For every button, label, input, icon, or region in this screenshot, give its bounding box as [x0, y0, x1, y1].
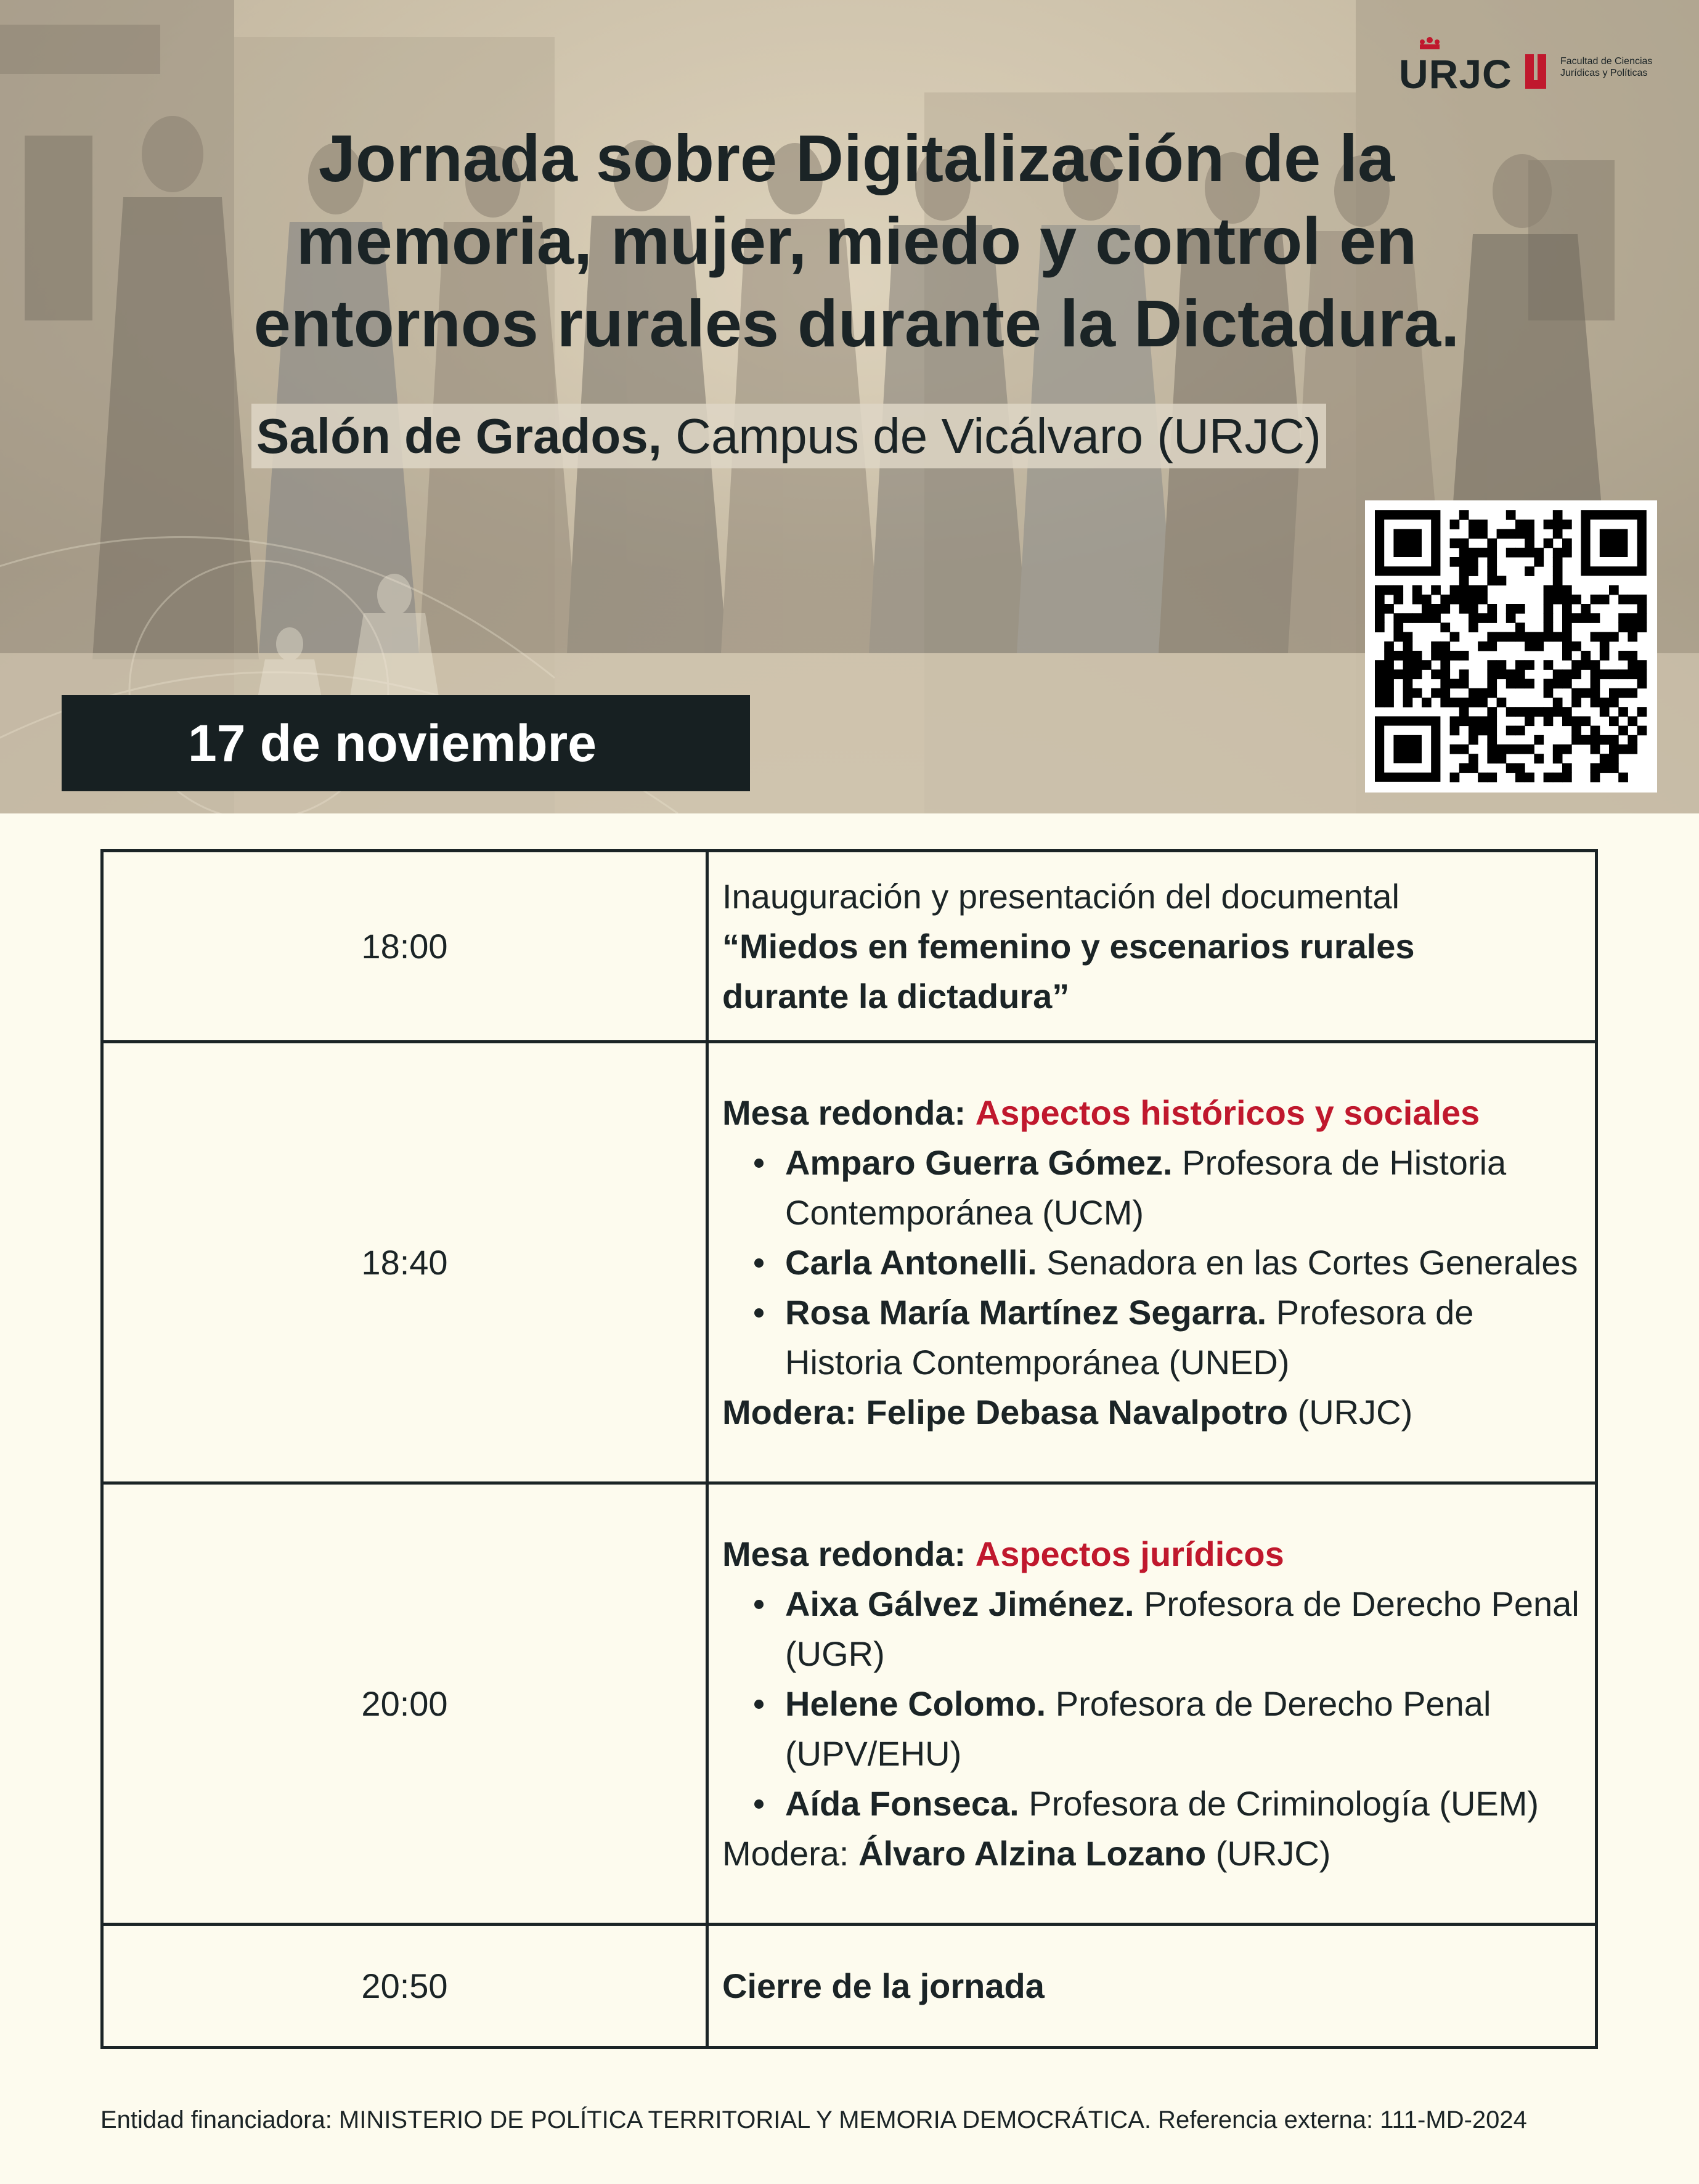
venue [251, 404, 1326, 468]
moderator [722, 1387, 1581, 1437]
time-cell: 20:00 [102, 1483, 707, 1925]
table-row [102, 851, 1597, 1042]
faculty-name: Facultad de Ciencias Jurídicas y Políticas [1560, 56, 1653, 78]
speaker-role: Profesora de Historia Contemporánea (UCM) [785, 1143, 1507, 1232]
panel-topic: Aspectos históricos y sociales [975, 1093, 1480, 1132]
speaker-list [722, 1579, 1581, 1828]
speaker-list [722, 1138, 1581, 1387]
speaker-role: Profesora de Historia Contemporánea (UNED) [785, 1293, 1474, 1382]
title-line-3: entornos rurales durante la Dictadura. [253, 286, 1460, 361]
faculty-mark-icon [1525, 54, 1554, 89]
qr-code[interactable] [1365, 500, 1657, 793]
speaker-name: Rosa María Martínez Segarra. [785, 1293, 1267, 1332]
moderator-label: Modera: [722, 1393, 857, 1432]
speaker-name: Aixa Gálvez Jiménez. [785, 1584, 1135, 1623]
documentary-title-2: durante la dictadura” [722, 977, 1070, 1016]
table-row [102, 1042, 1597, 1483]
moderator-name: Felipe Debasa Navalpotro [866, 1393, 1289, 1432]
moderator-label: Modera: [722, 1834, 849, 1873]
panel-prefix: Mesa redonda: [722, 1093, 966, 1132]
speaker-name: Amparo Guerra Gómez. [785, 1143, 1173, 1182]
table-row [102, 1925, 1597, 2048]
list-item [785, 1237, 1581, 1287]
list-item [785, 1138, 1581, 1237]
speaker-role: Profesora de Derecho Penal (UPV/EHU) [785, 1684, 1491, 1773]
funding-footer: Entidad financiadora: MINISTERIO DE POLÍTICA TERRITORIAL Y MEMORIA DEMOCRÁTICA. Referencia externa: 111-MD-2024 [100, 2106, 1527, 2133]
hero-banner [0, 0, 1699, 813]
session-intro: Inauguración y presentación del documental [722, 877, 1400, 916]
panel-heading [722, 1529, 1581, 1579]
venue-campus: Campus de Vicálvaro (URJC) [661, 409, 1321, 463]
time-cell: 20:50 [102, 1925, 707, 2048]
closing-cell: Cierre de la jornada [707, 1925, 1597, 2048]
panel-prefix: Mesa redonda: [722, 1534, 966, 1573]
session-cell [707, 1483, 1597, 1925]
urjc-logo [1399, 37, 1664, 99]
title-line-2: memoria, mujer, miedo y control en [296, 203, 1417, 278]
speaker-name: Helene Colomo. [785, 1684, 1046, 1723]
speaker-role: Senadora en las Cortes Generales [1046, 1243, 1578, 1282]
panel-topic: Aspectos jurídicos [975, 1534, 1284, 1573]
moderator-name: Álvaro Alzina Lozano [858, 1834, 1207, 1873]
time-cell: 18:40 [102, 1042, 707, 1483]
crown-icon [1417, 37, 1442, 51]
time-cell: 18:00 [102, 851, 707, 1042]
session-cell [707, 1042, 1597, 1483]
logo-wordmark: URJC [1399, 51, 1512, 97]
list-item [785, 1779, 1581, 1828]
session-cell [707, 851, 1597, 1042]
list-item [785, 1579, 1581, 1679]
list-item [785, 1287, 1581, 1387]
table-row [102, 1483, 1597, 1925]
schedule-table [100, 849, 1598, 2049]
venue-room: Salón de Grados, [256, 409, 662, 463]
title-line-1: Jornada sobre Digitalización de la [318, 121, 1395, 195]
panel-heading [722, 1088, 1581, 1138]
event-title [123, 117, 1590, 365]
moderator-affiliation: (URJC) [1297, 1393, 1413, 1432]
speaker-name: Carla Antonelli. [785, 1243, 1037, 1282]
speaker-name: Aída Fonseca. [785, 1784, 1019, 1823]
date-banner [62, 695, 750, 791]
moderator [722, 1828, 1581, 1878]
event-date: 17 de noviembre [188, 714, 597, 772]
speaker-role: Profesora de Criminología (UEM) [1029, 1784, 1539, 1823]
documentary-title-1: “Miedos en femenino y escenarios rurales [722, 927, 1415, 966]
speaker-role: Profesora de Derecho Penal (UGR) [785, 1584, 1579, 1673]
qr-code-icon [1365, 500, 1657, 793]
list-item [785, 1679, 1581, 1779]
moderator-affiliation: (URJC) [1215, 1834, 1331, 1873]
